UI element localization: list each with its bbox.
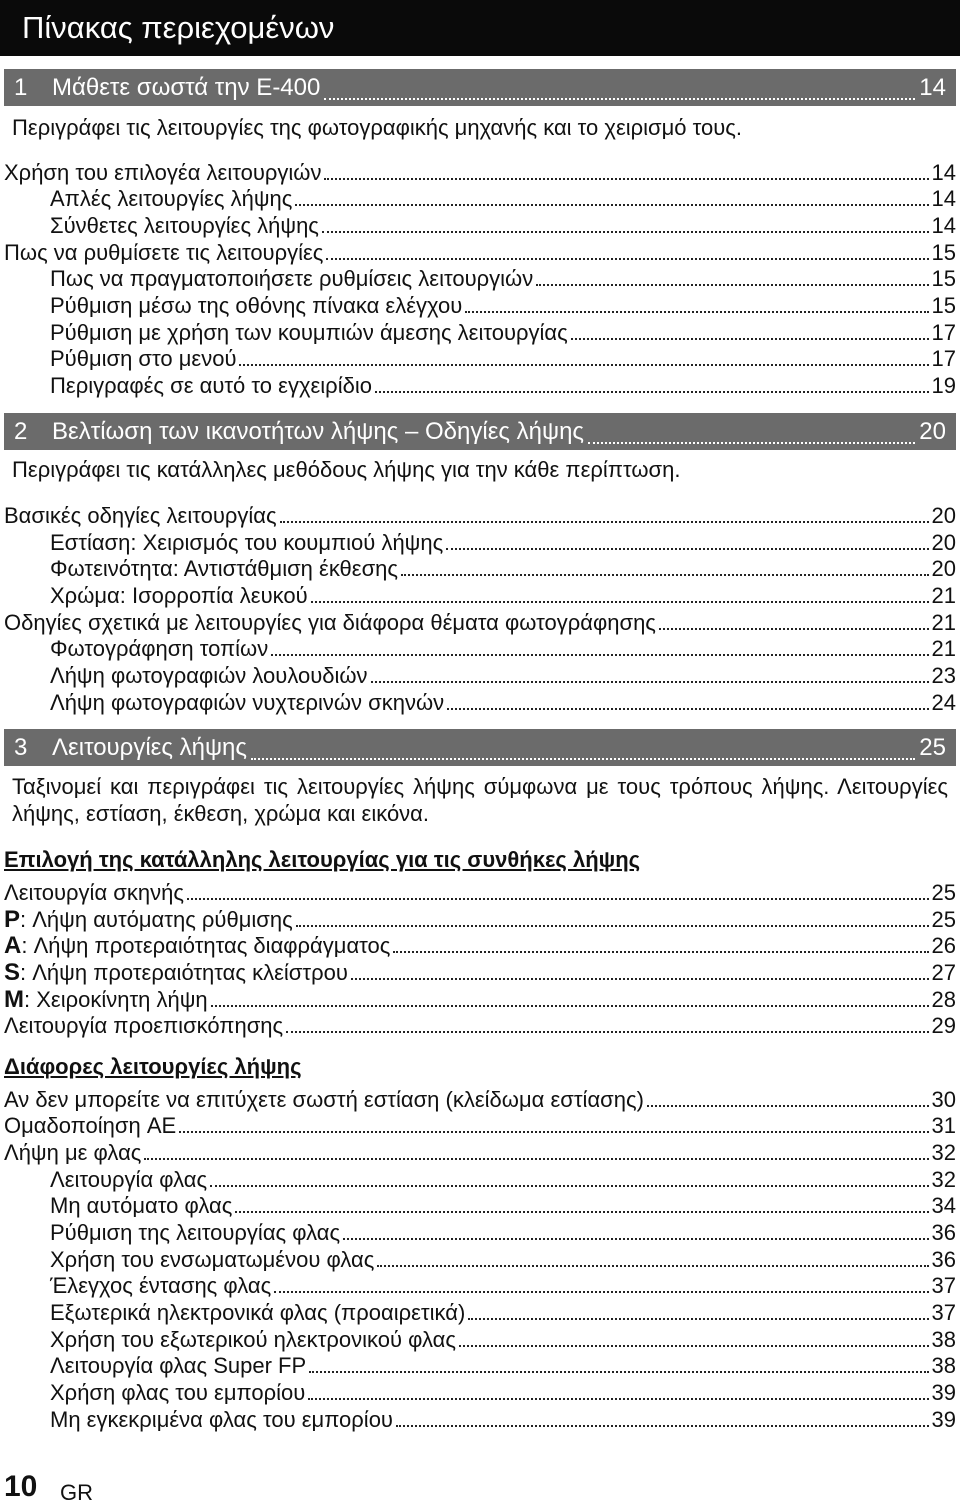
leader-dots (296, 925, 929, 927)
toc-entry[interactable] (4, 987, 956, 1013)
toc-entry[interactable] (4, 663, 956, 689)
toc-entry-page: 32 (931, 1140, 956, 1165)
toc-entry-text: Χρήση του εξωτερικού ηλεκτρονικού φλας (50, 1327, 456, 1352)
chapter-title: Μάθετε σωστά την E-400 (52, 73, 321, 101)
toc-entry-label: Λειτουργία προεπισκόπησης (4, 1013, 284, 1038)
toc-entry-text: Λειτουργία φλας Super FP (50, 1353, 307, 1378)
toc-entry-text: Ρύθμιση της λειτουργίας φλας (50, 1220, 341, 1245)
chapter-page: 25 (919, 733, 946, 761)
leader-dots (377, 1265, 928, 1267)
toc-entry-page: 20 (931, 503, 956, 528)
leader-dots (459, 1345, 929, 1347)
toc-entry[interactable] (4, 1013, 956, 1039)
toc-entry-text: Αν δεν μπορείτε να επιτύχετε σωστή εστίαση (κλείδωμα εστίασης) (4, 1087, 644, 1112)
toc-entry-text: Σύνθετες λειτουργίες λήψης (50, 213, 319, 238)
leader-dots (343, 1238, 928, 1240)
chapter-number: 3 (14, 733, 28, 761)
leader-dots (375, 391, 929, 393)
toc-entry[interactable] (4, 503, 956, 529)
toc-entry-page: 23 (931, 663, 956, 688)
page-number: 10 (4, 1470, 38, 1503)
toc-entry-text: Πως να πραγματοποιήσετε ρυθμίσεις λειτουργιών (50, 266, 534, 291)
toc-entry-text: Απλές λειτουργίες λήψης (50, 186, 293, 211)
toc-entry-page: 15 (931, 293, 956, 318)
toc-entry-text: Εστίαση: Χειρισμός του κουμπιού λήψης (50, 530, 444, 555)
toc-entry-text: Περιγραφές σε αυτό το εγχειρίδιο (50, 373, 372, 398)
toc-entry[interactable] (4, 1087, 956, 1113)
leader-dots (571, 338, 929, 340)
leader-dots (393, 951, 928, 953)
leader-dots (326, 258, 928, 260)
leader-dots (536, 284, 928, 286)
toc-entry-page: 19 (931, 373, 956, 398)
leader-dots (311, 601, 929, 603)
toc-entry[interactable] (4, 346, 956, 372)
toc-entry-text (4, 933, 390, 959)
toc-entry[interactable] (4, 1380, 956, 1406)
toc-entry-page: 17 (931, 346, 956, 371)
chapter-number: 2 (14, 417, 28, 445)
toc-entry-text: Χρήση του ενσωματωμένου φλας (50, 1247, 375, 1272)
toc-entry[interactable] (4, 880, 956, 906)
leader-dots (187, 898, 929, 900)
toc-entry[interactable] (4, 1247, 956, 1273)
toc-entry[interactable] (4, 583, 956, 609)
toc-entry-text: Ρύθμιση στο μενού (50, 346, 237, 371)
toc-entry-page: 21 (931, 636, 956, 661)
toc-entry-page: 29 (931, 1013, 956, 1038)
toc-entry-label: : Λήψη αυτόματης ρύθμισης (20, 907, 293, 932)
toc-entry-text: Ρύθμιση μέσω της οθόνης πίνακα ελέγχου (50, 293, 463, 318)
toc-entry-text (4, 960, 348, 986)
toc-entry-page: 36 (931, 1247, 956, 1272)
leader-dots (144, 1158, 928, 1160)
toc-entry[interactable] (4, 530, 956, 556)
toc-entry-page: 21 (931, 610, 956, 635)
toc-entry-page: 15 (931, 266, 956, 291)
toc-entry-page: 30 (931, 1087, 956, 1112)
toc-entry-page: 20 (931, 556, 956, 581)
toc-entry[interactable] (4, 1140, 956, 1166)
leader-dots (239, 364, 928, 366)
leader-dots (468, 1318, 928, 1320)
toc-entry[interactable] (4, 160, 956, 186)
leader-dots (271, 654, 928, 656)
leader-dots (371, 681, 929, 683)
toc-entry-text: Ρύθμιση με χρήση των κουμπιών άμεσης λειτουργίας (50, 320, 568, 345)
toc-entry-page: 15 (931, 240, 956, 265)
toc-entry-page: 37 (931, 1273, 956, 1298)
leader-dots (401, 574, 929, 576)
toc-entry-page: 38 (931, 1353, 956, 1378)
toc-entry-text (4, 907, 293, 933)
toc-entry-text: Χρώμα: Ισορροπία λευκού (50, 583, 308, 608)
toc-entry-page: 36 (931, 1220, 956, 1245)
toc-entry[interactable] (4, 636, 956, 662)
leader-dots (308, 1398, 928, 1400)
mode-letter: M (4, 986, 24, 1013)
toc-entry-page: 37 (931, 1300, 956, 1325)
toc-entry-page: 25 (931, 880, 956, 905)
toc-entry-label: Λειτουργία σκηνής (4, 880, 184, 905)
leader-dots (465, 311, 928, 313)
leader-dots (286, 1031, 928, 1033)
toc-entry-label: : Χειροκίνητη λήψη (24, 987, 208, 1012)
language-code: GR (60, 1480, 93, 1505)
toc-entry-text (4, 1013, 283, 1039)
toc-entry-text: Έλεγχος έντασης φλας (50, 1273, 272, 1298)
leader-dots (324, 178, 928, 180)
toc-entry[interactable] (4, 1167, 956, 1193)
toc-entry[interactable] (4, 240, 956, 266)
leader-dots (274, 1291, 928, 1293)
toc-entry[interactable] (4, 320, 956, 346)
toc-entry[interactable] (4, 373, 956, 399)
toc-entry[interactable] (4, 1193, 956, 1219)
toc-entry-text: Εξωτερικά ηλεκτρονικά φλας (προαιρετικά) (50, 1300, 466, 1325)
toc-entry-text (4, 880, 184, 906)
toc-entry-text: Χρήση του επιλογέα λειτουργιών (4, 160, 322, 185)
leader-dots (588, 442, 915, 444)
leader-dots (647, 1105, 929, 1107)
toc-entry-text: Μη αυτόματο φλας (50, 1193, 233, 1218)
toc-entry[interactable] (4, 960, 956, 986)
toc-entry[interactable] (4, 556, 956, 582)
toc-entry[interactable] (4, 610, 956, 636)
leader-dots (211, 1005, 929, 1007)
toc-entry-text: Φωτεινότητα: Αντιστάθμιση έκθεσης (50, 556, 399, 581)
leader-dots (351, 978, 929, 980)
toc-entry-page: 17 (931, 320, 956, 345)
toc-entry-text: Μη εγκεκριμένα φλας του εμπορίου (50, 1407, 393, 1432)
leader-dots (446, 548, 928, 550)
toc-entry-page: 38 (931, 1327, 956, 1352)
toc-entry[interactable] (4, 690, 956, 716)
page-title: Πίνακας περιεχομένων (0, 0, 960, 56)
chapter-description: Ταξινομεί και περιγράφει τις λειτουργίες λήψης σύμφωνα με τους τρόπους λήψης. Λειτουργίες λήψης, εστίαση, έκθεση, χρώμα και εικόνα. (12, 774, 948, 826)
chapter-description: Περιγράφει τις κατάλληλες μεθόδους λήψης για την κάθε περίπτωση. (12, 457, 681, 482)
toc-entry[interactable] (4, 266, 956, 292)
toc-entry-page: 21 (931, 583, 956, 608)
toc-entry-label: : Λήψη προτεραιότητας κλείστρου (20, 960, 348, 985)
toc-entry-page: 14 (931, 186, 956, 211)
toc-entry-text: Πως να ρυθμίσετε τις λειτουργίες (4, 240, 324, 265)
toc-entry[interactable] (4, 1407, 956, 1433)
leader-dots (235, 1211, 928, 1213)
toc-entry-page: 24 (931, 690, 956, 715)
mode-letter: P (4, 906, 21, 933)
toc-entry-text: Λήψη φωτογραφιών νυχτερινών σκηνών (50, 690, 445, 715)
leader-dots (324, 98, 915, 100)
leader-dots (659, 628, 929, 630)
toc-entry-page: 34 (931, 1193, 956, 1218)
toc-entry[interactable] (4, 293, 956, 319)
leader-dots (309, 1371, 928, 1373)
toc-entry[interactable] (4, 1273, 956, 1299)
toc-entry-page: 31 (931, 1113, 956, 1138)
chapter-2-header[interactable] (4, 413, 956, 450)
leader-dots (396, 1425, 929, 1427)
toc-entry[interactable] (4, 1300, 956, 1326)
toc-entry-text (4, 987, 208, 1013)
toc-entry-text: Χρήση φλας του εμπορίου (50, 1380, 306, 1405)
leader-dots (447, 708, 928, 710)
chapter-number: 1 (14, 73, 28, 101)
toc-entry-page: 14 (931, 160, 956, 185)
toc-entry-text: Οδηγίες σχετικά με λειτουργίες για διάφορα θέματα φωτογράφησης (4, 610, 656, 635)
leader-dots (179, 1131, 928, 1133)
toc-entry-page: 39 (931, 1380, 956, 1405)
toc-entry-page: 39 (931, 1407, 956, 1432)
chapter-1-header[interactable] (4, 69, 956, 106)
toc-entry[interactable] (4, 907, 956, 933)
toc-entry[interactable] (4, 1113, 956, 1139)
chapter-page: 20 (919, 417, 946, 445)
toc-entry-text: Ομαδοποίηση AE (4, 1113, 177, 1138)
toc-entry-text: Λήψη με φλας (4, 1140, 142, 1165)
toc-entry-page: 26 (931, 933, 956, 958)
mode-letter: S (4, 959, 21, 986)
toc-entry[interactable] (4, 1220, 956, 1246)
leader-dots (295, 204, 928, 206)
leader-dots (210, 1185, 928, 1187)
toc-entry-page: 32 (931, 1167, 956, 1192)
toc-entry[interactable] (4, 1353, 956, 1379)
chapter-title: Βελτίωση των ικανοτήτων λήψης – Οδηγίες λήψης (52, 417, 584, 445)
toc-entry[interactable] (4, 1327, 956, 1353)
toc-entry-text: Βασικές οδηγίες λειτουργίας (4, 503, 277, 528)
toc-entry-page: 28 (931, 987, 956, 1012)
toc-entry-page: 25 (931, 907, 956, 932)
toc-entry-page: 14 (931, 213, 956, 238)
section-heading: Επιλογή της κατάλληλης λειτουργίας για τις συνθήκες λήψης (4, 847, 641, 872)
section-heading: Διάφορες λειτουργίες λήψης (4, 1054, 302, 1079)
chapter-description: Περιγράφει τις λειτουργίες της φωτογραφικής μηχανής και το χειρισμό τους. (12, 115, 743, 140)
toc-entry-text: Λήψη φωτογραφιών λουλουδιών (50, 663, 368, 688)
mode-letter: A (4, 932, 22, 959)
toc-entry-page: 27 (931, 960, 956, 985)
toc-entry-page: 20 (931, 530, 956, 555)
toc-entry-text: Φωτογράφηση τοπίων (50, 636, 269, 661)
leader-dots (251, 758, 915, 760)
leader-dots (280, 521, 929, 523)
toc-entry-text: Λειτουργία φλας (50, 1167, 208, 1192)
chapter-page: 14 (919, 73, 946, 101)
chapter-3-header[interactable] (4, 729, 956, 766)
leader-dots (322, 231, 929, 233)
toc-entry[interactable] (4, 933, 956, 959)
toc-entry[interactable] (4, 186, 956, 212)
chapter-title: Λειτουργίες λήψης (52, 733, 247, 761)
toc-entry[interactable] (4, 213, 956, 239)
toc-entry-label: : Λήψη προτεραιότητας διαφράγματος (21, 933, 391, 958)
